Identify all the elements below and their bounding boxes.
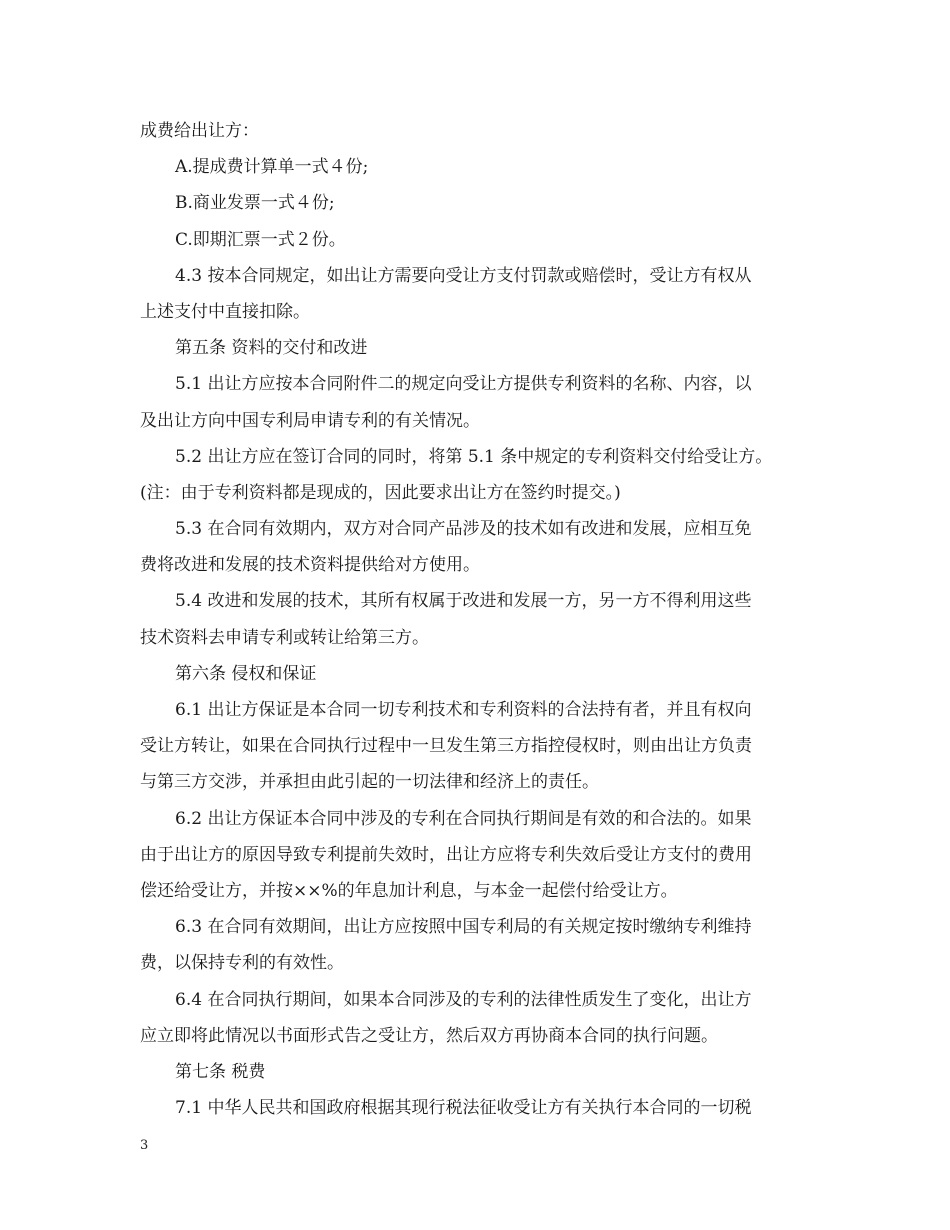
text-line: (注：由于专利资料都是现成的，因此要求出让方在签约时提交。) [140, 482, 621, 503]
text-line: B.商业发票一式４份; [175, 193, 335, 214]
text-line: 费，以保持专利的有效性。 [140, 953, 344, 974]
page-number: 3 [140, 1138, 149, 1153]
text-line: 第五条 资料的交付和改进 [175, 338, 368, 359]
text-line: 与第三方交涉，并承担由此引起的一切法律和经济上的责任。 [140, 772, 599, 793]
text-line: 5.3 在合同有效期内，双方对合同产品涉及的技术如有改进和发展，应相互免 [175, 519, 752, 540]
document-body [140, 113, 812, 1126]
text-line: 及出让方向中国专利局申请专利的有关情况。 [140, 410, 480, 431]
text-line: 6.4 在合同执行期间，如果本合同涉及的专利的法律性质发生了变化，出让方 [175, 989, 752, 1010]
text-line: 由于出让方的原因导致专利提前失效时，出让方应将专利失效后受让方支付的费用 [140, 844, 752, 865]
text-line: 第六条 侵权和保证 [175, 663, 317, 684]
text-line: 应立即将此情况以书面形式告之受让方，然后双方再协商本合同的执行问题。 [140, 1025, 718, 1046]
text-line: C.即期汇票一式２份。 [175, 229, 346, 250]
text-line: 偿还给受让方，并按××%的年息加计利息，与本金一起偿付给受让方。 [140, 880, 678, 901]
text-line: 技术资料去申请专利或转让给第三方。 [140, 627, 429, 648]
text-line: 6.2 出让方保证本合同中涉及的专利在合同执行期间是有效的和合法的。如果 [175, 808, 752, 829]
text-line: 受让方转让，如果在合同执行过程中一旦发生第三方指控侵权时，则由出让方负责 [140, 736, 752, 757]
text-line: 5.1 出让方应按本合同附件二的规定向受让方提供专利资料的名称、内容，以 [175, 374, 752, 395]
text-line: 6.3 在合同有效期间，出让方应按照中国专利局的有关规定按时缴纳专利维持 [175, 917, 752, 938]
text-line: A.提成费计算单一式４份; [175, 157, 369, 178]
text-line: 5.4 改进和发展的技术，其所有权属于改进和发展一方，另一方不得利用这些 [175, 591, 752, 612]
text-line: 费将改进和发展的技术资料提供给对方使用。 [140, 555, 480, 576]
text-line: 成费给出让方： [140, 121, 259, 141]
text-line: 第七条 税费 [175, 1061, 266, 1082]
text-line: 7.1 中华人民共和国政府根据其现行税法征收受让方有关执行本合同的一切税 [175, 1098, 752, 1119]
text-line: 6.1 出让方保证是本合同一切专利技术和专利资料的合法持有者，并且有权向 [175, 700, 752, 720]
text-line: 5.2 出让方应在签订合同的同时，将第 5.1 条中规定的专利资料交付给受让方。 [175, 446, 773, 467]
text-line: 上述支付中直接扣除。 [140, 301, 310, 322]
text-line: 4.3 按本合同规定，如出让方需要向受让方支付罚款或赔偿时，受让方有权从 [175, 265, 752, 286]
